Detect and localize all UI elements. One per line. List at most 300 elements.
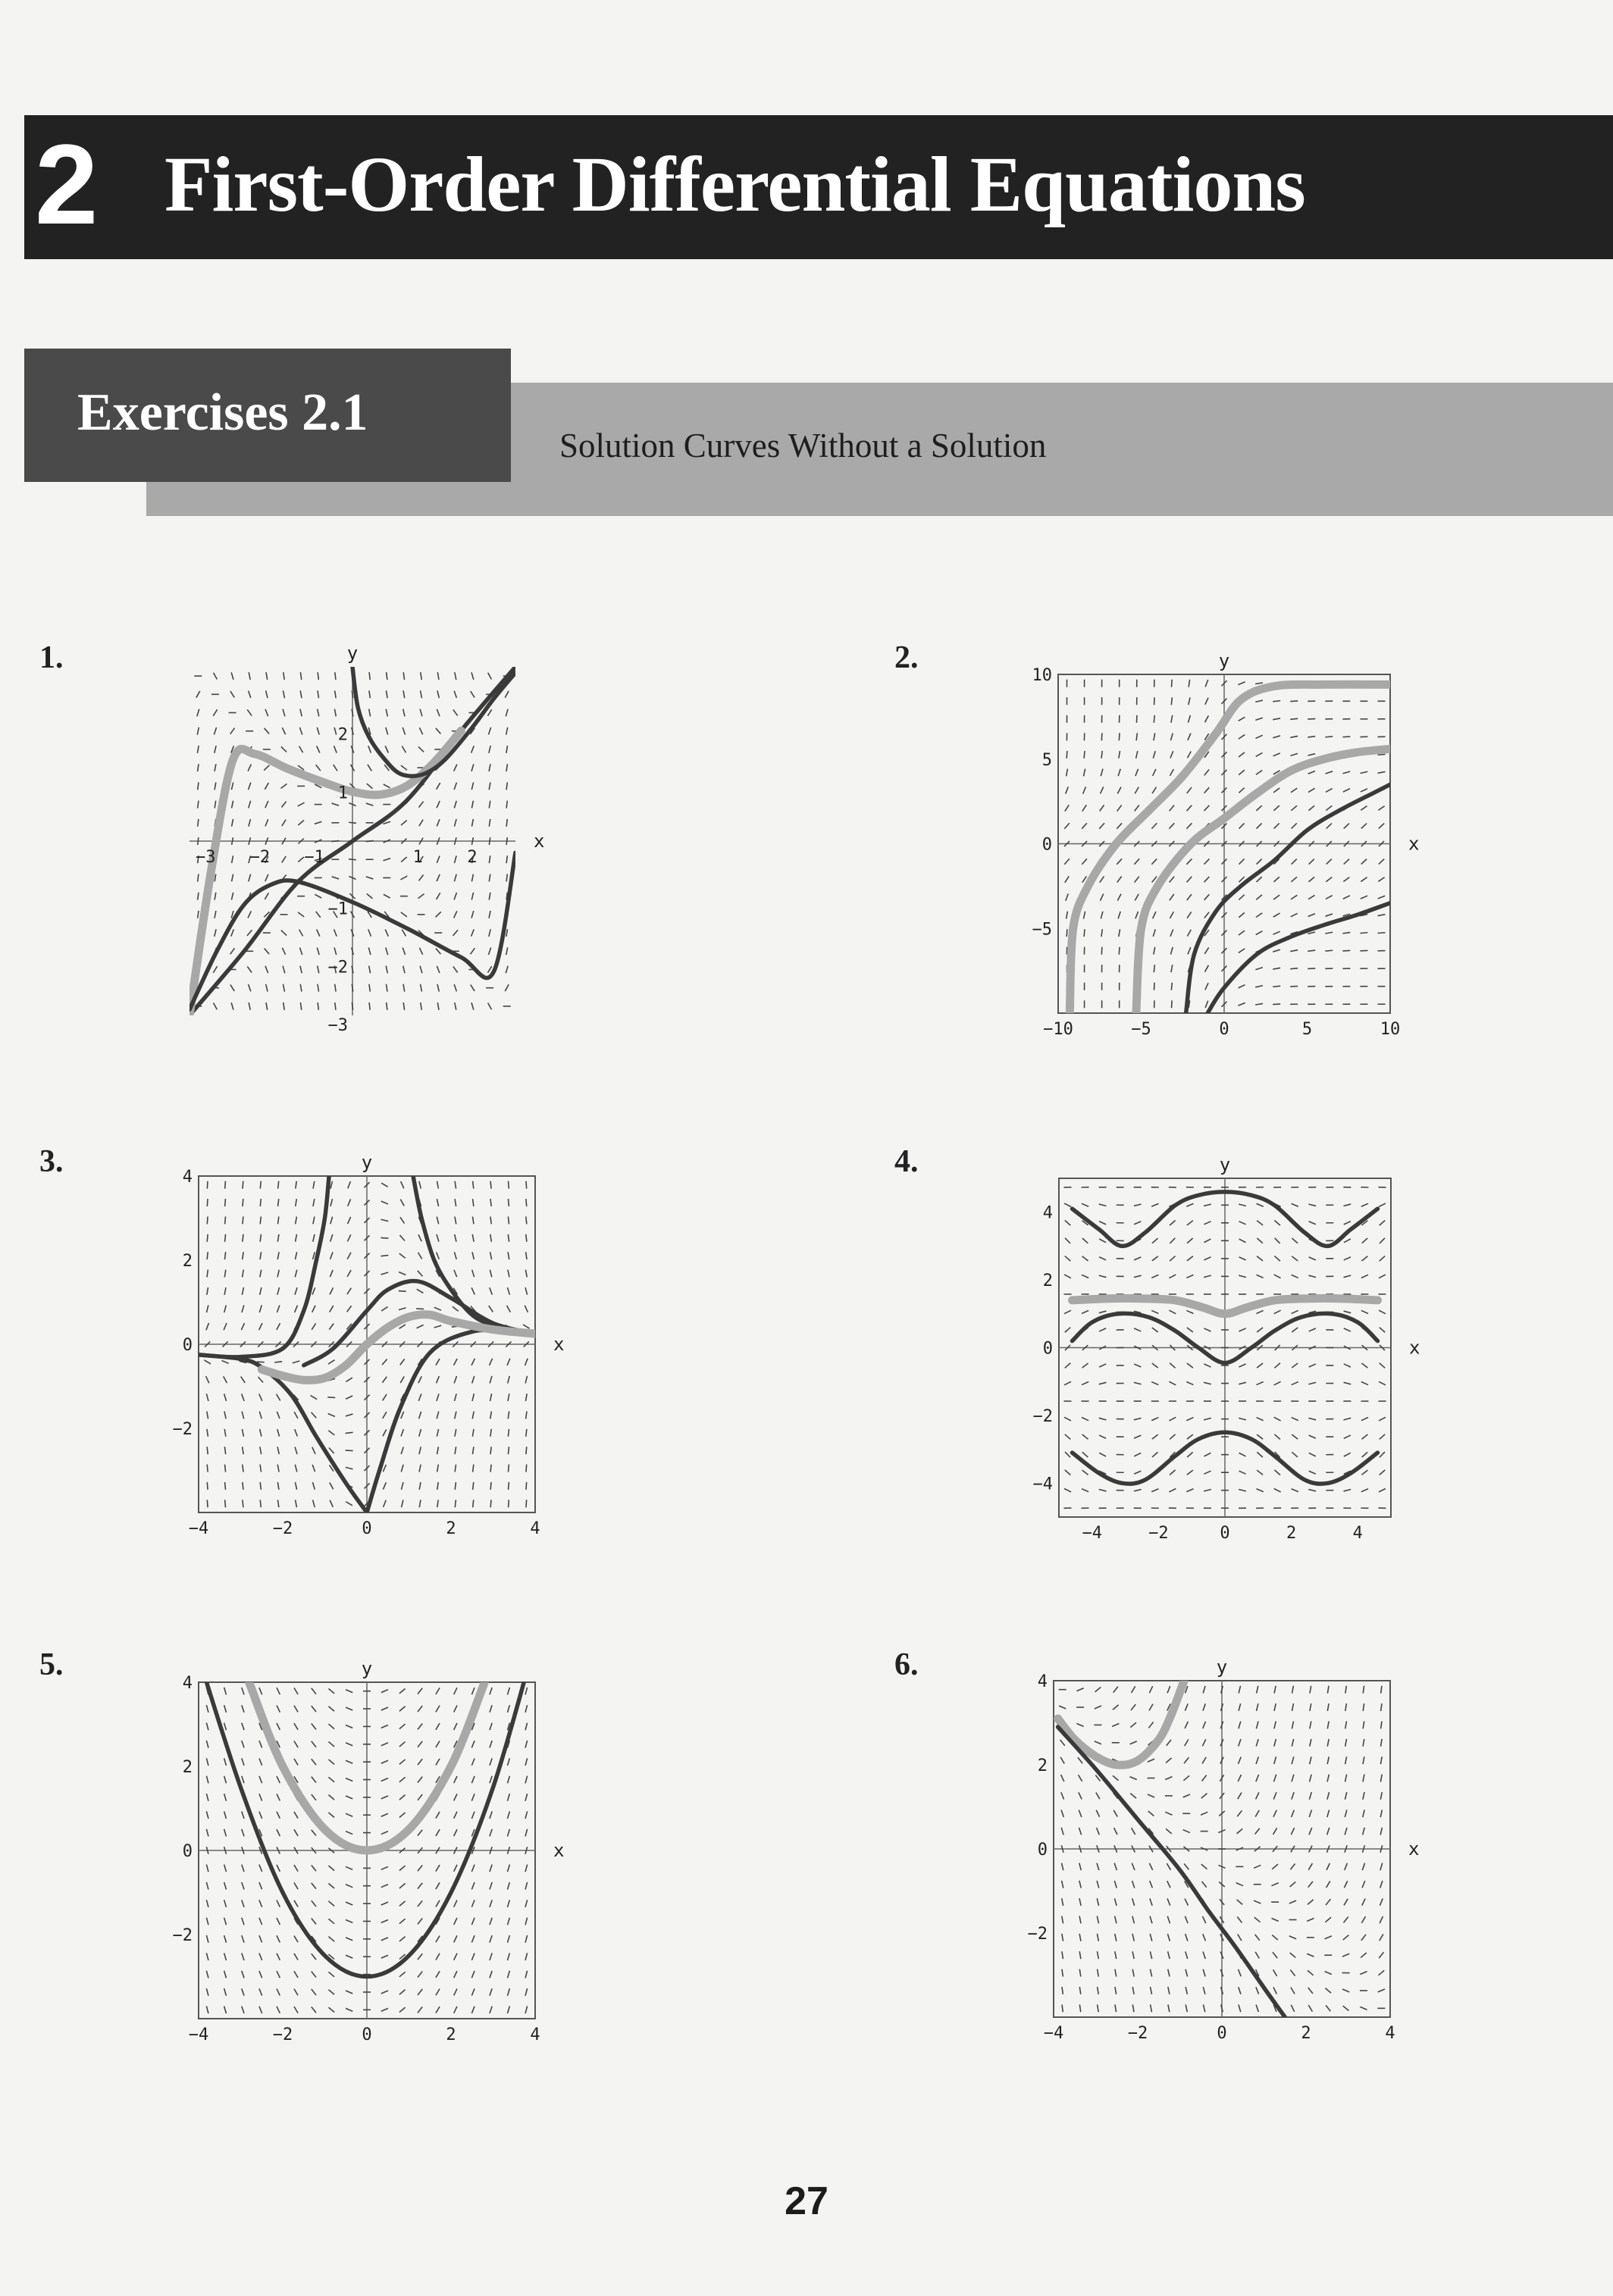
field-arrow: [312, 1972, 316, 1978]
field-arrow: [224, 1882, 227, 1890]
field-arrow: [1237, 1917, 1242, 1923]
field-arrow: [1187, 751, 1191, 758]
field-arrow: [454, 874, 456, 882]
field-arrow: [277, 1776, 280, 1783]
field-arrow: [1363, 1703, 1364, 1711]
field-arrow: [282, 727, 285, 734]
field-arrow: [1135, 877, 1139, 883]
field-arrow: [455, 1465, 456, 1472]
field-arrow: [1117, 877, 1122, 883]
field-arrow: [312, 1323, 315, 1329]
field-arrow: [259, 1953, 262, 1960]
field-arrow: [1169, 823, 1174, 828]
field-arrow: [318, 984, 319, 992]
field-arrow: [1168, 2004, 1170, 2012]
field-arrow: [454, 1359, 458, 1365]
field-arrow: [1079, 1969, 1081, 1977]
solution-curve-1: [199, 1176, 329, 1357]
field-arrow: [224, 1829, 227, 1837]
field-arrow: [225, 1181, 226, 1189]
field-arrow: [1272, 1935, 1278, 1940]
field-arrow: [1327, 1703, 1329, 1711]
field-arrow: [1344, 1204, 1351, 1206]
field-arrow: [1290, 968, 1298, 969]
field-arrow: [1257, 1418, 1264, 1421]
field-arrow: [312, 1794, 316, 1800]
field-arrow: [401, 912, 407, 917]
field-arrow: [1167, 1881, 1170, 1888]
field-arrow: [294, 1688, 298, 1694]
field-arrow: [295, 1270, 297, 1278]
field-arrow: [1095, 1687, 1101, 1691]
field-arrow: [400, 1200, 404, 1206]
field-arrow: [472, 1270, 475, 1278]
field-arrow: [348, 1181, 351, 1188]
field-arrow: [1343, 896, 1350, 899]
field-arrow: [1135, 769, 1138, 776]
field-arrow: [224, 1935, 227, 1943]
field-arrow: [489, 856, 490, 863]
field-arrow: [1292, 1756, 1294, 1764]
field-arrow: [1203, 2004, 1204, 2012]
field-arrow: [1255, 986, 1263, 987]
field-arrow: [1132, 1898, 1135, 1906]
field-arrow: [1239, 1686, 1240, 1694]
field-arrow: [282, 820, 286, 826]
field-arrow: [295, 1287, 297, 1295]
field-arrow: [473, 1199, 474, 1206]
field-arrow: [471, 1882, 475, 1889]
field-arrow: [1239, 1239, 1246, 1243]
field-arrow: [1097, 1828, 1100, 1835]
field-arrow: [490, 1971, 492, 1978]
field-arrow: [249, 783, 251, 790]
field-arrow: [453, 1306, 459, 1311]
field-arrow: [1274, 1417, 1281, 1421]
field-arrow: [1186, 1418, 1193, 1421]
field-arrow: [1101, 894, 1104, 901]
field-arrow: [1344, 1435, 1351, 1438]
field-arrow: [381, 1183, 388, 1187]
field-arrow: [1148, 1722, 1153, 1728]
field-arrow: [242, 1918, 244, 1925]
field-arrow: [206, 1988, 208, 1996]
field-arrow: [266, 690, 268, 698]
field-arrow: [224, 1688, 227, 1695]
field-arrow: [1239, 788, 1244, 793]
field-arrow: [1308, 719, 1315, 720]
field-arrow: [1273, 1969, 1277, 1976]
field-arrow: [489, 801, 490, 809]
field-arrow: [312, 1724, 316, 1730]
field-arrow: [453, 930, 458, 936]
field-arrow: [265, 783, 268, 790]
field-arrow: [490, 1882, 492, 1889]
field-arrow: [1255, 1003, 1263, 1005]
field-arrow: [1203, 1934, 1206, 1941]
field-arrow: [206, 1971, 208, 1979]
field-arrow: [242, 1705, 244, 1712]
field-arrow: [1290, 753, 1298, 755]
field-arrow: [1343, 2006, 1349, 2010]
field-arrow: [471, 1776, 475, 1783]
field-arrow: [490, 1252, 492, 1259]
field-arrow: [1117, 805, 1122, 811]
field-arrow: [1152, 1256, 1158, 1261]
field-arrow: [346, 1991, 352, 1994]
field-arrow: [259, 1882, 262, 1889]
field-arrow: [1188, 947, 1191, 954]
field-arrow: [327, 1397, 335, 1398]
field-arrow: [259, 1812, 262, 1819]
field-arrow: [1132, 1828, 1135, 1835]
field-arrow: [418, 1253, 422, 1259]
field-arrow: [1066, 768, 1068, 776]
field-arrow: [1237, 1900, 1243, 1904]
field-arrow: [490, 1270, 491, 1278]
field-arrow: [1344, 1453, 1351, 1456]
solution-curve-4: [1207, 903, 1390, 1013]
field-arrow: [1361, 1382, 1368, 1385]
field-arrow: [454, 1812, 457, 1819]
field-arrow: [1309, 1828, 1312, 1835]
field-arrow: [471, 691, 475, 697]
field-arrow: [1136, 733, 1137, 740]
field-arrow: [312, 1287, 315, 1294]
field-arrow: [206, 1918, 208, 1925]
field-arrow: [525, 1829, 528, 1837]
field-arrow: [490, 1705, 492, 1712]
field-arrow: [382, 1359, 387, 1365]
field-arrow: [1185, 1934, 1188, 1941]
chapter-header: [24, 115, 1613, 259]
field-arrow: [1360, 1972, 1367, 1975]
field-arrow: [1361, 1916, 1365, 1923]
field-arrow: [1171, 697, 1172, 705]
field-arrow: [490, 1234, 492, 1242]
field-arrow: [1101, 733, 1102, 740]
field-arrow: [206, 1829, 208, 1837]
field-arrow: [1292, 1489, 1298, 1492]
field-arrow: [1186, 1382, 1193, 1385]
field-arrow: [525, 1359, 528, 1365]
field-arrow: [207, 1252, 208, 1259]
field-arrow: [400, 1359, 405, 1365]
field-arrow: [1274, 1722, 1276, 1729]
field-arrow: [471, 874, 473, 882]
field-arrow: [508, 1688, 510, 1695]
field-arrow: [399, 1760, 406, 1764]
field-arrow: [1308, 877, 1314, 881]
field-arrow: [526, 1234, 527, 1242]
field-arrow: [418, 1759, 422, 1765]
field-arrow: [1061, 1775, 1064, 1781]
y-axis-label: y: [1216, 1656, 1228, 1678]
field-arrow: [296, 1234, 297, 1242]
field-arrow: [332, 803, 340, 805]
field-arrow: [419, 1412, 421, 1419]
field-arrow: [330, 1234, 333, 1242]
field-arrow: [1187, 1452, 1192, 1457]
field-arrow: [1257, 1256, 1263, 1261]
field-arrow: [242, 1953, 244, 1960]
field-arrow: [1274, 1489, 1281, 1492]
y-tick-label: −3: [327, 1016, 348, 1035]
field-arrow: [1290, 1970, 1295, 1976]
field-arrow: [384, 859, 391, 861]
field-arrow: [1204, 877, 1210, 882]
field-arrow: [1203, 1987, 1205, 1994]
field-arrow: [346, 1955, 352, 1958]
field-arrow: [347, 1234, 350, 1241]
field-arrow: [1084, 912, 1085, 919]
field-arrow: [1325, 1988, 1331, 1993]
field-arrow: [1079, 1898, 1081, 1906]
field-arrow: [1327, 1686, 1329, 1694]
field-arrow: [505, 691, 509, 698]
field-arrow: [206, 1758, 208, 1766]
field-arrow: [329, 1447, 334, 1453]
y-tick-label: 4: [182, 1674, 193, 1693]
field-arrow: [1310, 1756, 1311, 1764]
field-arrow: [330, 1181, 332, 1189]
field-arrow: [277, 1688, 280, 1694]
field-arrow: [346, 2008, 352, 2011]
field-arrow: [328, 1795, 334, 1800]
field-arrow: [334, 709, 336, 717]
field-arrow: [1187, 1434, 1193, 1439]
field-arrow: [1344, 824, 1349, 829]
field-arrow: [525, 2006, 528, 2013]
field-arrow: [277, 2007, 280, 2013]
field-arrow: [329, 1324, 334, 1330]
field-arrow: [489, 746, 490, 753]
field-arrow: [224, 1270, 225, 1278]
field-arrow: [1362, 1899, 1365, 1906]
field-arrow: [1273, 949, 1280, 952]
field-arrow: [1361, 1203, 1368, 1206]
field-arrow: [1254, 1865, 1261, 1868]
field-arrow: [1326, 2005, 1330, 2011]
y-tick-label: −2: [1032, 1406, 1053, 1426]
plot-1-svg: [189, 643, 545, 1035]
field-arrow: [259, 2007, 262, 2013]
field-arrow: [1185, 2004, 1187, 2012]
field-arrow: [381, 1272, 389, 1275]
field-arrow: [1361, 1363, 1367, 1368]
field-arrow: [507, 1306, 511, 1312]
field-arrow: [488, 948, 490, 955]
field-arrow: [1327, 1775, 1329, 1782]
solution-curve-3: [367, 1330, 535, 1512]
field-arrow: [281, 746, 287, 752]
field-arrow: [1151, 1203, 1158, 1206]
field-arrow: [294, 1723, 298, 1730]
field-arrow: [1204, 1490, 1211, 1491]
field-arrow: [401, 857, 407, 862]
field-arrow: [265, 893, 268, 899]
field-arrow: [1310, 1775, 1312, 1782]
y-tick-label: 1: [337, 784, 348, 803]
field-arrow: [1239, 1418, 1246, 1420]
field-arrow: [417, 1325, 424, 1328]
field-arrow: [259, 1741, 262, 1747]
field-arrow: [1274, 1381, 1281, 1385]
field-arrow: [224, 1953, 227, 1960]
field-arrow: [1273, 788, 1279, 793]
x-tick-label: 4: [530, 2025, 540, 2044]
field-arrow: [346, 1378, 352, 1381]
field-arrow: [1361, 1470, 1367, 1475]
field-arrow: [454, 819, 456, 827]
field-arrow: [399, 1272, 406, 1275]
field-arrow: [489, 929, 490, 937]
field-arrow: [277, 1900, 280, 1907]
field-arrow: [367, 893, 373, 898]
field-arrow: [1205, 1001, 1208, 1008]
field-arrow: [399, 1990, 406, 1994]
field-arrow: [334, 727, 337, 735]
field-arrow: [1167, 1740, 1171, 1746]
field-arrow: [242, 1988, 244, 1995]
field-arrow: [401, 1465, 403, 1472]
field-arrow: [1343, 877, 1349, 882]
field-arrow: [471, 1900, 475, 1907]
field-arrow: [384, 821, 391, 824]
field-arrow: [207, 1305, 208, 1312]
field-arrow: [259, 1971, 262, 1978]
field-arrow: [525, 1306, 528, 1312]
x-tick-label: 0: [1219, 1020, 1229, 1039]
field-arrow: [1186, 1203, 1193, 1206]
field-arrow: [523, 1325, 530, 1328]
field-arrow: [1255, 1828, 1260, 1835]
field-arrow: [437, 1234, 439, 1242]
field-arrow: [328, 1901, 334, 1906]
field-arrow: [265, 801, 268, 808]
field-arrow: [1273, 1828, 1277, 1835]
field-arrow: [215, 801, 216, 809]
field-arrow: [420, 966, 422, 974]
x-tick-label: −4: [188, 1519, 209, 1538]
field-arrow: [1326, 1899, 1330, 1905]
field-arrow: [346, 1467, 353, 1469]
field-arrow: [1274, 1256, 1279, 1262]
field-arrow: [213, 709, 217, 715]
field-arrow: [242, 1882, 244, 1889]
field-arrow: [330, 1306, 334, 1312]
field-arrow: [455, 1199, 456, 1206]
field-arrow: [381, 1831, 388, 1835]
field-arrow: [213, 966, 217, 972]
field-arrow: [1239, 735, 1245, 740]
field-arrow: [1327, 1810, 1330, 1817]
field-arrow: [1064, 1381, 1071, 1385]
field-arrow: [366, 877, 374, 879]
field-arrow: [455, 1003, 456, 1010]
field-arrow: [525, 1953, 528, 1960]
field-arrow: [399, 2007, 406, 2012]
field-arrow: [419, 1465, 421, 1472]
field-arrow: [437, 801, 440, 808]
field-arrow: [224, 1758, 227, 1766]
field-arrow: [437, 893, 440, 899]
field-arrow: [508, 1394, 509, 1401]
field-arrow: [1345, 1703, 1347, 1711]
field-arrow: [1292, 859, 1297, 865]
field-arrow: [1310, 1686, 1311, 1694]
field-arrow: [454, 1270, 457, 1277]
field-arrow: [312, 1759, 316, 1765]
field-arrow: [1134, 1453, 1141, 1456]
field-arrow: [490, 1181, 491, 1189]
field-arrow: [1130, 1777, 1137, 1780]
field-arrow: [525, 1918, 528, 1925]
field-arrow: [277, 1270, 279, 1278]
field-arrow: [259, 1323, 262, 1330]
field-arrow: [399, 1308, 406, 1310]
field-arrow: [328, 1360, 334, 1364]
field-arrow: [383, 1394, 387, 1400]
field-arrow: [328, 1760, 334, 1764]
field-arrow: [436, 948, 440, 954]
x-tick-label: −3: [196, 848, 216, 867]
field-arrow: [1132, 1881, 1135, 1888]
field-arrow: [401, 821, 407, 825]
field-arrow: [418, 1741, 422, 1747]
field-arrow: [1344, 1899, 1348, 1906]
field-arrow: [328, 1724, 334, 1728]
field-arrow: [454, 1688, 457, 1694]
field-arrow: [206, 1376, 209, 1383]
field-arrow: [1131, 1704, 1135, 1710]
field-arrow: [259, 1865, 262, 1872]
field-arrow: [1202, 1916, 1205, 1923]
field-arrow: [215, 782, 216, 790]
field-arrow: [490, 2007, 492, 2013]
field-arrow: [1187, 1328, 1193, 1332]
field-arrow: [1066, 912, 1068, 919]
field-arrow: [454, 893, 456, 899]
field-arrow: [295, 1306, 298, 1312]
field-arrow: [1130, 1722, 1136, 1727]
field-arrow: [1255, 700, 1263, 702]
field-arrow: [367, 784, 373, 788]
field-arrow: [1239, 931, 1245, 935]
field-arrow: [403, 1003, 404, 1010]
field-arrow: [1115, 2004, 1117, 2012]
field-arrow: [418, 1919, 422, 1925]
field-arrow: [1099, 1275, 1107, 1278]
field-arrow: [283, 709, 285, 717]
field-arrow: [1150, 1881, 1153, 1888]
field-arrow: [401, 1181, 404, 1188]
field-arrow: [1099, 823, 1104, 828]
field-arrow: [418, 1724, 422, 1730]
field-arrow: [437, 819, 440, 826]
field-arrow: [473, 1181, 474, 1189]
x-axis-label: x: [1409, 1337, 1420, 1359]
field-arrow: [1065, 1452, 1070, 1457]
field-arrow: [1361, 1310, 1368, 1313]
field-arrow: [472, 1376, 475, 1384]
field-arrow: [383, 1482, 386, 1489]
field-arrow: [328, 1431, 334, 1435]
field-arrow: [313, 1217, 315, 1225]
field-arrow: [1187, 912, 1192, 918]
field-arrow: [206, 1705, 208, 1713]
field-arrow: [489, 911, 490, 918]
